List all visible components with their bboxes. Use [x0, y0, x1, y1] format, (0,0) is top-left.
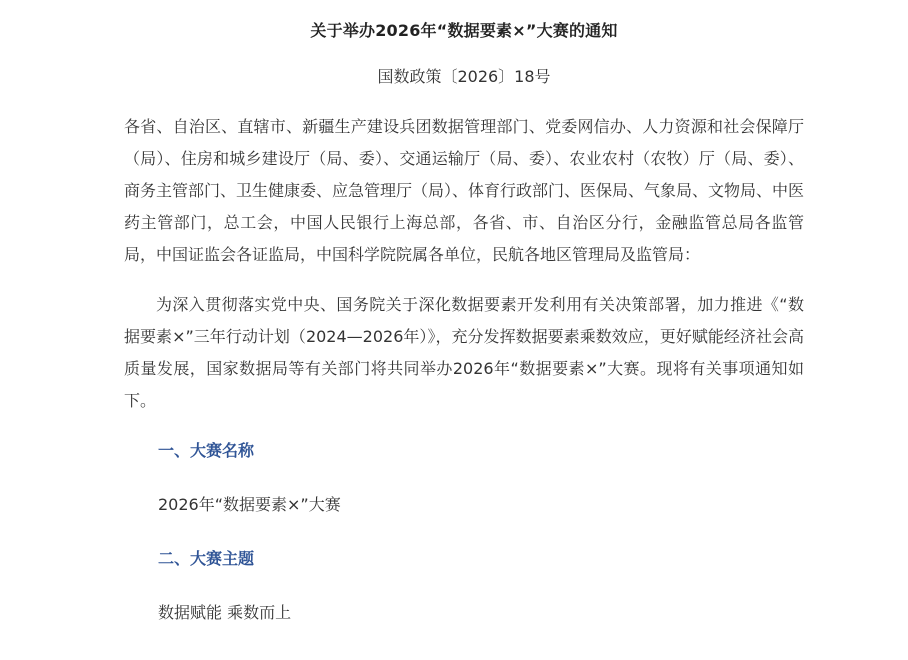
section-heading-theme: 二、大赛主题 — [158, 549, 255, 568]
section-heading-name: 一、大赛名称 — [158, 441, 255, 460]
section-text-theme: 数据赋能 乘数而上 — [158, 603, 292, 622]
section-text-name: 2026年“数据要素×”大赛 — [158, 495, 341, 514]
intro-paragraph: 为深入贯彻落实党中央、国务院关于深化数据要素开发利用有关决策部署，加力推进《“数据要素×”三年行动计划（2024—2026年）》，充分发挥数据要素乘数效应，更好赋能经济社会高质量发展，国家数据局等有关部门将共同举办2026年“数据要素×”大赛。现将有关事项通知如下。 — [124, 295, 804, 410]
document-page — [124, 0, 804, 629]
addressee-paragraph: 各省、自治区、直辖市、新疆生产建设兵团数据管理部门、党委网信办、人力资源和社会保障厅（局）、住房和城乡建设厅（局、委）、交通运输厅（局、委）、农业农村（农牧）厅（局、委）、商务主管部门、卫生健康委、应急管理厅（局）、体育行政部门、医保局、气象局、文物局、中医药主管部门，总工会，中国人民银行上海总部，各省、市、自治区分行，金融监管总局各监管局，中国证监会各证监局，中国科学院院属各单位，民航各地区管理局及监管局： — [124, 117, 805, 264]
document-title: 关于举办2026年“数据要素×”大赛的通知 — [310, 21, 618, 40]
document-number: 国数政策〔2026〕18号 — [377, 67, 551, 86]
